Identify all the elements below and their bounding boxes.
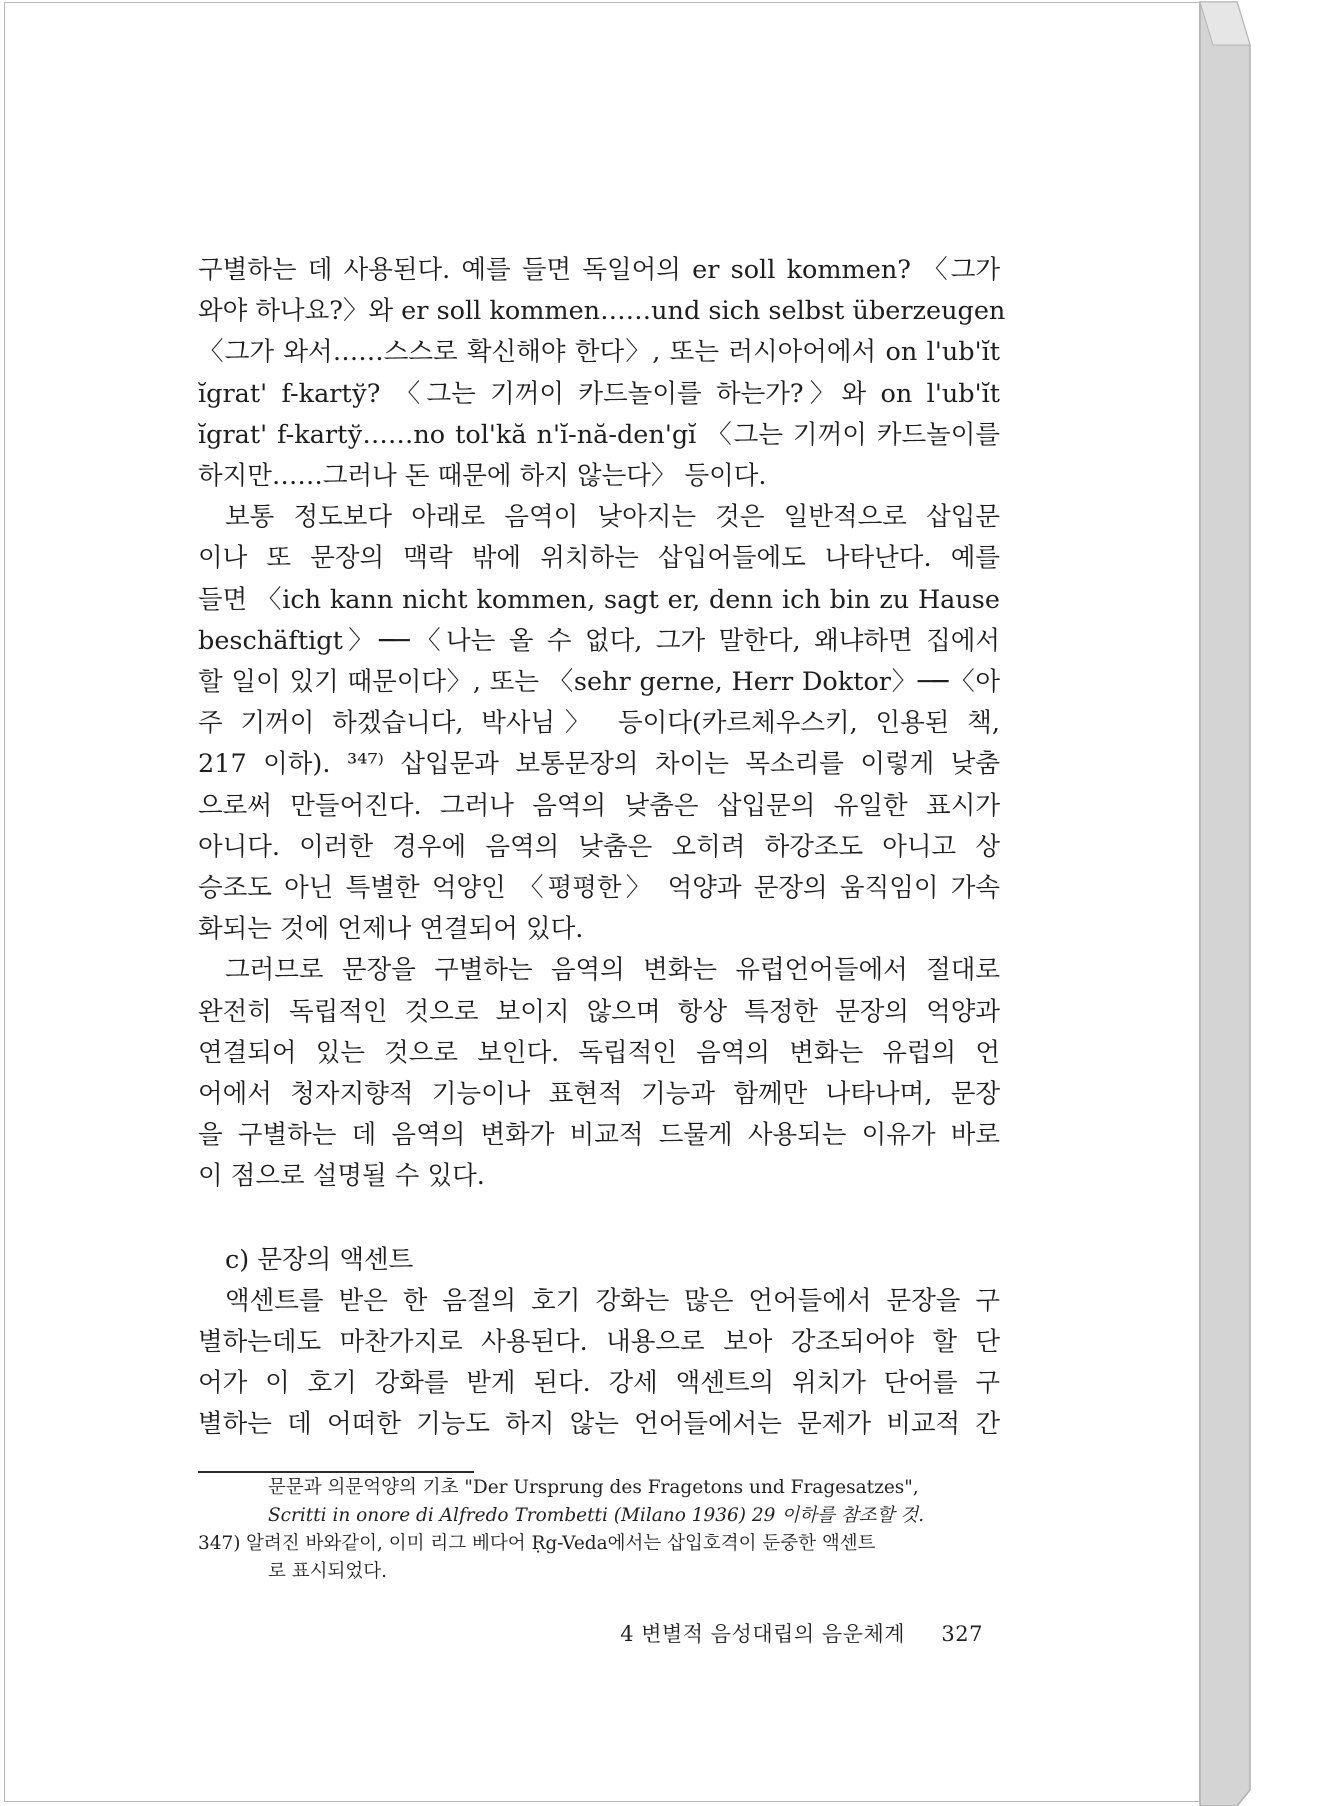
footnote-divider — [198, 1471, 474, 1473]
footnote-line: Scritti in onore di Alfredo Trombetti (Milano 1936) 29 이하를 참조할 것. — [268, 1505, 925, 1526]
text-line: 연결되어 있는 것으로 보인다. 독립적인 음역의 변화는 유럽의 언 — [198, 1037, 1000, 1068]
footnote-347 — [198, 1530, 1000, 1558]
text-line: 아니다. 이러한 경우에 음역의 낮춤은 오히려 하강조도 아니고 상 — [198, 831, 1000, 862]
footnote-line: 문문과 의문억양의 기초 "Der Ursprung des Fragetons und Fragesatzes", — [268, 1477, 919, 1498]
text-line: 별하는 데 어떠한 기능도 하지 않는 언어들에서는 문제가 비교적 간 — [198, 1409, 1000, 1440]
text-line: 별하는데도 마찬가지로 사용된다. 내용으로 보아 강조되어야 할 단 — [198, 1327, 1000, 1358]
text-line: 화되는 것에 언제나 연결되어 있다. — [198, 914, 584, 945]
paragraph-2 — [198, 497, 1000, 950]
text-line: ĭgrat' f-kartў? 〈그는 기꺼이 카드놀이를 하는가?〉와 on l'ub'ĭt — [198, 378, 1000, 409]
paragraph-3 — [198, 950, 1000, 1197]
footnote-number: 347) — [198, 1533, 241, 1554]
text-line: 으로써 만들어진다. 그러나 음역의 낮춤은 삽입문의 유일한 표시가 — [198, 790, 1000, 821]
text-line: 어가 이 호기 강화를 받게 된다. 강세 액센트의 위치가 단어를 구 — [198, 1368, 1000, 1399]
text-line: 을 구별하는 데 음역의 변화가 비교적 드물게 사용되는 이유가 바로 — [198, 1120, 1000, 1151]
text-line: 217 이하). ³⁴⁷⁾ 삽입문과 보통문장의 차이는 목소리를 이렇게 낮춤 — [198, 749, 1000, 780]
text-line: beschäftigt〉──〈나는 올 수 없다, 그가 말한다, 왜냐하면 집에서 — [198, 625, 1000, 656]
running-footer-chapter: 4 변별적 음성대립의 음운체계 — [620, 1622, 906, 1646]
text-line: 완전히 독립적인 것으로 보이지 않으며 항상 특정한 문장의 억양과 — [198, 996, 1000, 1027]
text-line: 승조도 아닌 특별한 억양인 〈평평한〉 억양과 문장의 움직임이 가속 — [198, 873, 1000, 904]
text-line: 들면 〈ich kann nicht kommen, sagt er, denn ich bin zu Hause — [198, 584, 1000, 615]
text-line: 이나 또 문장의 맥락 밖에 위치하는 삽입어들에도 나타난다. 예를 — [198, 543, 1000, 574]
text-line: 와야 하나요?〉와 er soll kommen……und sich selbst überzeugen — [198, 296, 1006, 327]
text-line: 하지만……그러나 돈 때문에 하지 않는다〉 등이다. — [198, 461, 767, 492]
text-line: 이 점으로 설명될 수 있다. — [198, 1161, 485, 1192]
text-line: 구별하는 데 사용된다. 예를 들면 독일어의 er soll kommen? 〈그가 — [198, 255, 1000, 285]
text-line: 어에서 청자지향적 기능이나 표현적 기능과 함께만 나타나며, 문장 — [198, 1079, 1000, 1110]
body-text — [198, 250, 1006, 1446]
footnote-line: 알려진 바와같이, 이미 리그 베다어 Ṛg-Veda에서는 삽입호격이 둔중한 액센트 — [246, 1533, 876, 1554]
text-line: 〈그가 와서……스스로 확신해야 한다〉, 또는 러시아어에서 on l'ub'ĭt — [198, 337, 1000, 368]
text-line: 액센트를 받은 한 음절의 호기 강화는 많은 언어들에서 문장을 구 — [225, 1285, 1000, 1316]
text-line: ĭgrat' f-kartў……no tol'kă n'ĭ-nă-den'gĭ 〈그는 기꺼이 카드놀이를 — [198, 419, 1000, 450]
text-line: 보통 정도보다 아래로 음역이 낮아지는 것은 일반적으로 삽입문 — [225, 502, 1000, 533]
page-footer — [198, 1618, 983, 1648]
paragraph-1 — [198, 250, 1006, 497]
section-heading: c) 문장의 액센트 — [225, 1244, 414, 1275]
page-number: 327 — [941, 1622, 983, 1646]
text-line: 주 기꺼이 하겠습니다, 박사님〉 등이다(카르체우스키, 인용된 책, — [198, 708, 1000, 739]
paragraph-4 — [198, 1281, 1000, 1446]
footnote-line: 로 표시되었다. — [268, 1561, 387, 1582]
footnotes — [198, 1474, 1000, 1586]
text-line: 할 일이 있기 때문이다〉, 또는 〈sehr gerne, Herr Doktor〉──〈아 — [198, 667, 1000, 698]
text-line: 그러므로 문장을 구별하는 음역의 변화는 유럽언어들에서 절대로 — [225, 955, 1000, 986]
